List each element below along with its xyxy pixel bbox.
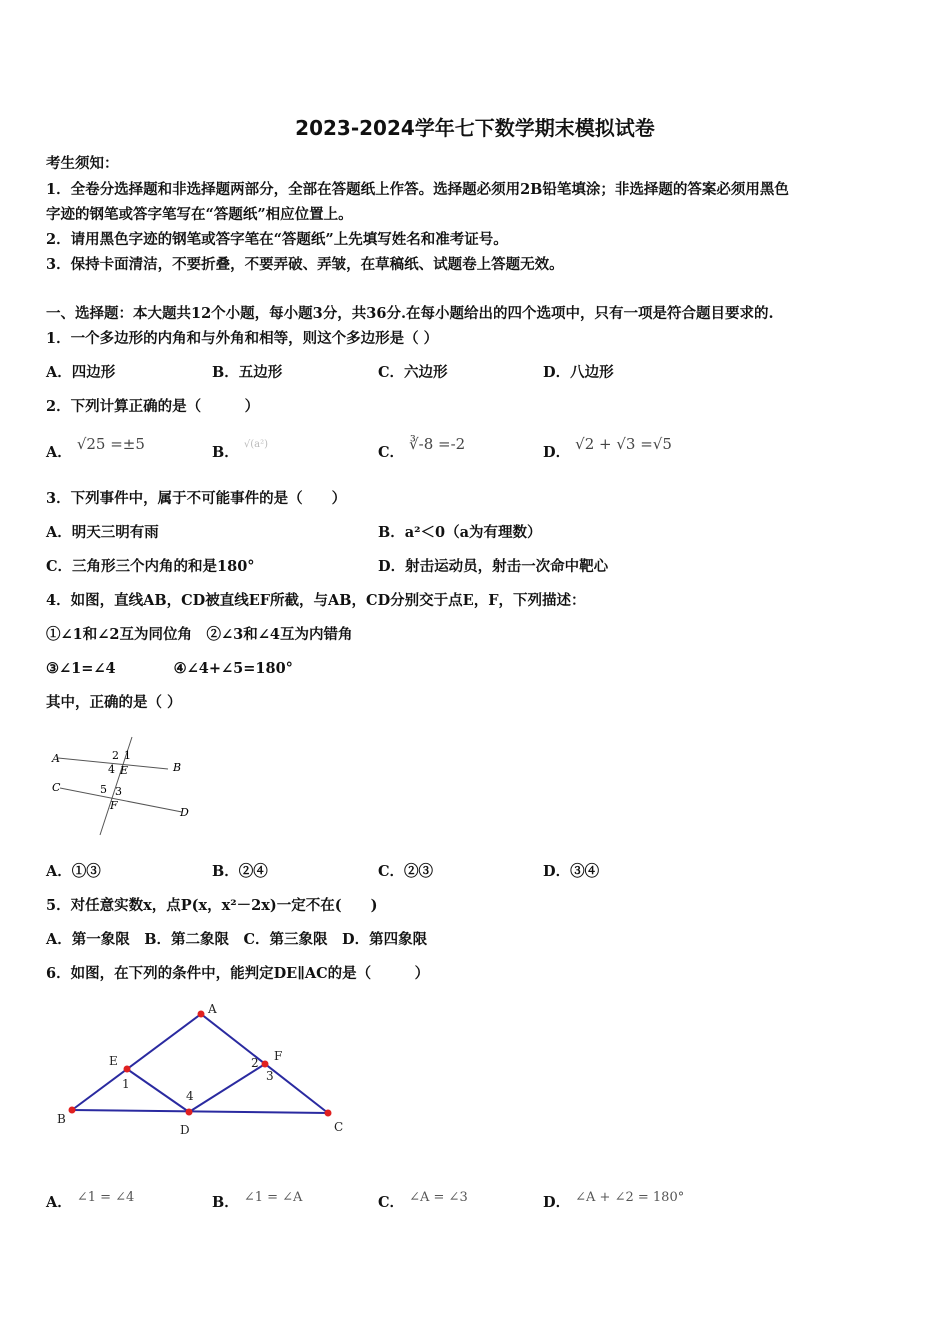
q4-figure — [40, 735, 200, 845]
label-f: F — [274, 1049, 283, 1063]
q2-c-math: ∛-8 =-2 — [409, 435, 466, 453]
q6-a-math: ∠1 = ∠4 — [76, 1190, 135, 1205]
q2-a-math: √25 =±5 — [76, 435, 145, 453]
q2-stem: 2．下列计算正确的是（ ） — [46, 398, 260, 415]
q5-stem: 5．对任意实数x，点P(x，x²－2x)一定不在( ) — [46, 897, 378, 914]
label-e: E — [120, 764, 129, 777]
page-title: 2023-2024学年七下数学期末模拟试卷 — [295, 116, 655, 140]
point-b — [69, 1107, 76, 1114]
label-d: D — [180, 1123, 190, 1137]
label-c: C — [52, 781, 61, 794]
q6-option-d — [543, 1191, 684, 1212]
q4-option-a: A．①③ — [46, 863, 101, 880]
label-c: C — [334, 1120, 344, 1134]
q1-option-c: C．六边形 — [378, 364, 448, 381]
q6-figure — [50, 1000, 360, 1140]
q1-option-d: D．八边形 — [543, 364, 614, 381]
q2-d-label: D． — [543, 444, 571, 461]
point-d — [186, 1109, 193, 1116]
angle-4: 4 — [186, 1089, 194, 1103]
q2-b-math: √(a²) — [243, 439, 268, 450]
angle-2: 2 — [112, 749, 119, 762]
angle-4: 4 — [108, 763, 115, 776]
notice-item-3: 3．保持卡面清洁，不要折叠，不要弄破、弄皱，在草稿纸、试题卷上答题无效。 — [46, 256, 564, 273]
notice-item-1: 1．全卷分选择题和非选择题两部分，全部在答题纸上作答。选择题必须用2B铅笔填涂；非选择题的答案必须用黑色 — [46, 181, 789, 198]
q1-stem: 1．一个多边形的内角和与外角和相等，则这个多边形是（ ） — [46, 330, 439, 347]
segment-ed — [127, 1069, 189, 1112]
segment-df — [189, 1064, 265, 1112]
angle-3: 3 — [266, 1069, 274, 1083]
point-e — [124, 1066, 131, 1073]
q6-option-c — [378, 1191, 468, 1212]
q3-option-a: A．明天三明有雨 — [46, 524, 159, 541]
q2-d-math: √2 + √3 =√5 — [575, 435, 672, 453]
notice-heading: 考生须知： — [46, 155, 119, 172]
q4-option-b: B．②④ — [212, 863, 268, 880]
q3-option-c: C．三角形三个内角的和是180° — [46, 558, 255, 575]
label-e: E — [109, 1054, 118, 1068]
q6-option-a — [46, 1191, 134, 1212]
q4-option-c: C．②③ — [378, 863, 434, 880]
q3-option-b: B．a²＜0（a为有理数） — [378, 524, 542, 541]
q2-b-label: B． — [212, 444, 239, 461]
q6-a-label: A． — [46, 1194, 72, 1211]
q6-d-math: ∠A + ∠2 = 180° — [575, 1190, 685, 1205]
q6-c-math: ∠A = ∠3 — [409, 1190, 468, 1205]
section-heading: 一、选择题：本大题共12个小题，每小题3分，共36分.在每小题给出的四个选项中，只有一项是符合题目要求的. — [46, 305, 774, 322]
q6-b-label: B． — [212, 1194, 239, 1211]
point-f — [262, 1061, 269, 1068]
q6-option-b — [212, 1191, 302, 1212]
q2-option-a — [46, 435, 145, 462]
label-b: B — [57, 1112, 66, 1126]
point-c — [325, 1110, 332, 1117]
q6-stem: 6．如图，在下列的条件中，能判定DE∥AC的是（ ） — [46, 965, 430, 982]
q4-question: 其中，正确的是（ ） — [46, 694, 182, 711]
q4-statement-1-2: ①∠1和∠2互为同位角 ②∠3和∠4互为内错角 — [46, 626, 353, 643]
q4-option-d: D．③④ — [543, 863, 600, 880]
angle-1: 1 — [122, 1077, 130, 1091]
q1-option-b: B．五边形 — [212, 364, 283, 381]
segment-bc — [72, 1110, 328, 1113]
point-a — [198, 1011, 205, 1018]
angle-1: 1 — [124, 749, 131, 762]
q2-option-d — [543, 435, 672, 462]
angle-3: 3 — [115, 785, 122, 798]
segment-ba — [72, 1014, 201, 1110]
q6-c-label: C． — [378, 1194, 405, 1211]
q4-stem: 4．如图，直线AB，CD被直线EF所截，与AB，CD分别交于点E，F，下列描述： — [46, 592, 586, 609]
angle-5: 5 — [100, 783, 107, 796]
notice-item-2: 2．请用黑色字迹的钢笔或答字笔在“答题纸”上先填写姓名和准考证号。 — [46, 231, 508, 248]
notice-item-1-cont: 字迹的钢笔或答字笔写在“答题纸”相应位置上。 — [46, 206, 353, 223]
q6-b-math: ∠1 = ∠A — [243, 1190, 303, 1205]
label-f: F — [110, 799, 118, 812]
q2-option-c — [378, 435, 466, 462]
q2-c-label: C． — [378, 444, 405, 461]
q3-option-d: D．射击运动员，射击一次命中靶心 — [378, 558, 609, 575]
label-d: D — [180, 806, 189, 819]
label-b: B — [173, 761, 182, 774]
label-a: A — [208, 1002, 217, 1016]
q4-statement-3-4: ③∠1=∠4 ④∠4+∠5=180° — [46, 660, 293, 677]
angle-2: 2 — [251, 1056, 259, 1070]
q1-option-a: A．四边形 — [46, 364, 116, 381]
q6-d-label: D． — [543, 1194, 571, 1211]
label-a: A — [52, 752, 60, 765]
q2-a-label: A． — [46, 444, 72, 461]
q5-options: A．第一象限 B．第二象限 C．第三象限 D．第四象限 — [46, 931, 428, 948]
q2-option-b — [212, 441, 268, 462]
q3-stem: 3．下列事件中，属于不可能事件的是（ ） — [46, 490, 347, 507]
